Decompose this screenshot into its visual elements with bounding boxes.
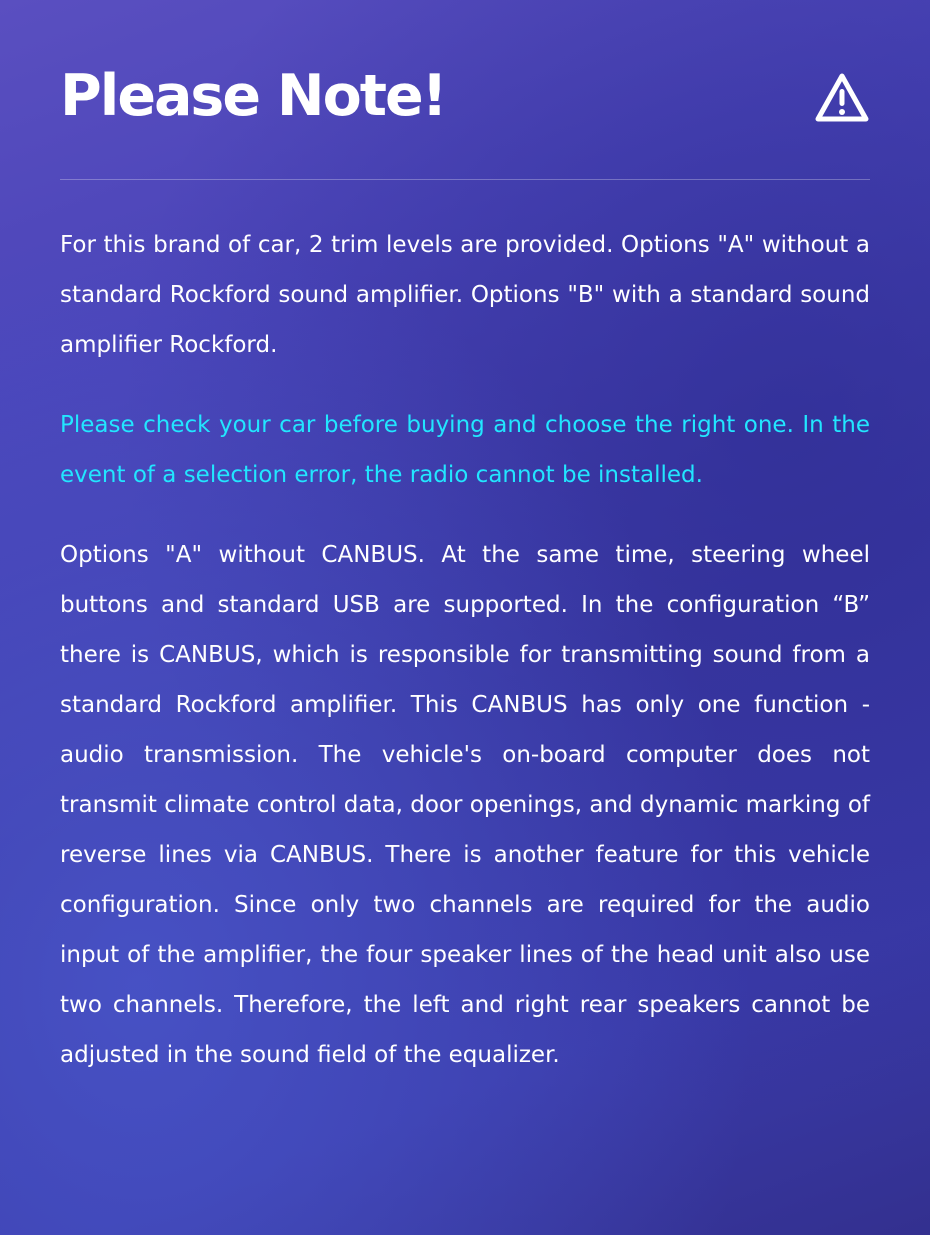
- page-title: Please Note!: [60, 63, 446, 129]
- warning-triangle-icon: [814, 72, 870, 124]
- intro-paragraph: For this brand of car, 2 trim levels are provided. Options "A" without a standard Rockford sound amplifier. Options "B" with a standard sound amplifier Rockford.: [60, 232, 870, 358]
- warning-paragraph: Please check your car before buying and choose the right one. In the event of a selection error, the radio cannot be installed.: [60, 412, 870, 488]
- notice-body: [60, 220, 870, 1110]
- details-paragraph: Options "A" without CANBUS. At the same time, steering wheel buttons and standard USB are supported. In the configuration “B” there is CANBUS, which is responsible for transmitting sound from a standard Rockford amplifier. This CANBUS has only one function - audio transmission. The vehicle's on-board computer does not transmit climate control data, door openings, and dynamic marking of reverse lines via CANBUS. There is another feature for this vehicle configuration. Since only two channels are required for the audio input of the amplifier, the four speaker lines of the head unit also use two channels. Therefore, the left and right rear speakers cannot be adjusted in the sound field of the equalizer.: [60, 542, 870, 1068]
- notice-header: [60, 56, 870, 146]
- header-divider: [60, 179, 870, 180]
